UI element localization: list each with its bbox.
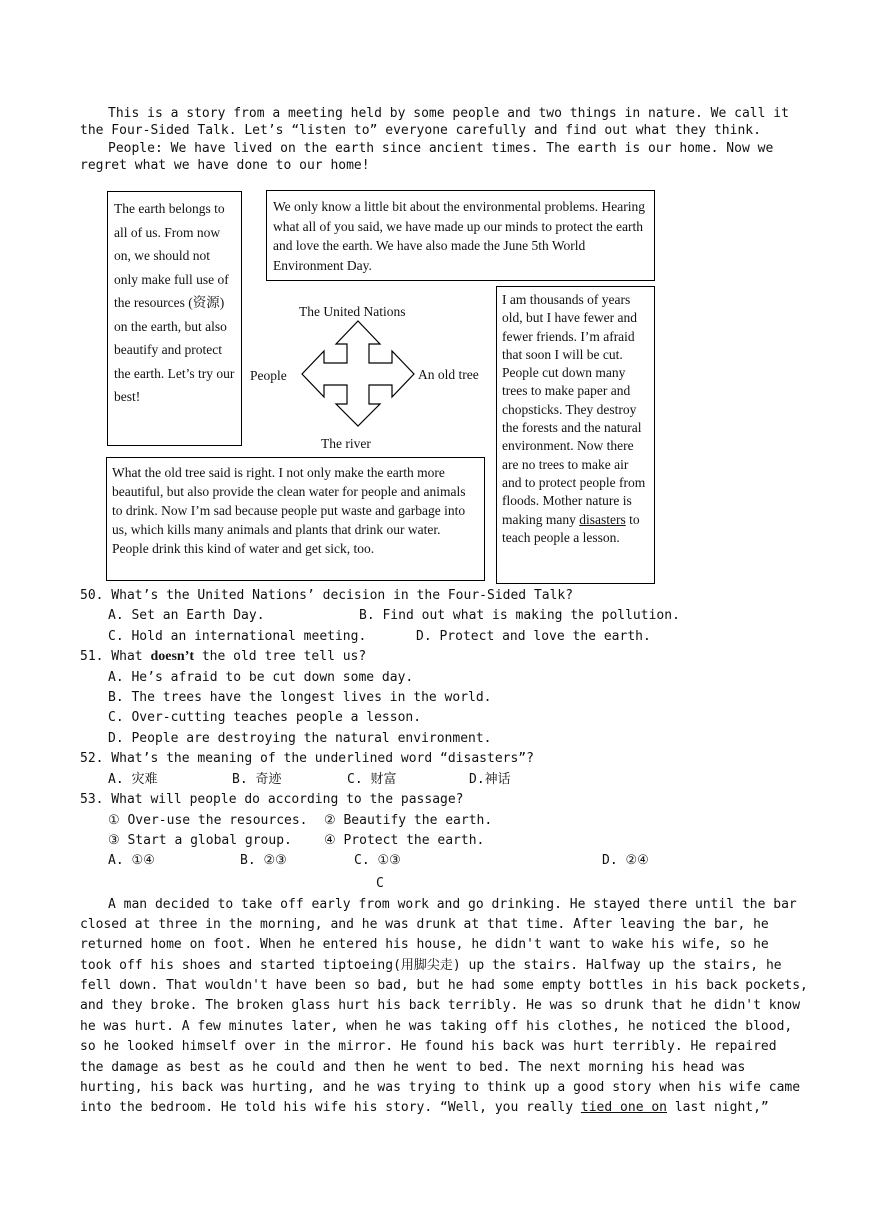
people-speech-box — [107, 191, 242, 446]
tree-speech-box — [496, 286, 655, 584]
story-line-7: he was hurt. A few minutes later, when he was taking off his clothes, he noticed the blood, — [80, 1019, 793, 1034]
intro-line-4: regret what we have done to our home! — [80, 158, 370, 173]
q53-statement-3: ③ Start a global group. — [108, 833, 292, 848]
story-line-6: and they broke. The broken glass hurt his back terribly. He was so drunk that he didn't know — [80, 998, 801, 1013]
story-line-11-pre: into the bedroom. He told his wife his story. “Well, you really — [80, 1100, 581, 1115]
story-line-1: A man decided to take off early from work and go drinking. He stayed there until the bar — [108, 897, 797, 912]
q51-option-d: D. People are destroying the natural environment. — [108, 731, 492, 746]
label-united-nations: The United Nations — [299, 304, 406, 319]
q50-option-b: B. Find out what is making the pollution. — [359, 608, 680, 623]
q51-text-post: the old tree tell us? — [194, 649, 367, 664]
question-51 — [80, 648, 366, 666]
section-c-heading: C — [376, 876, 384, 891]
q53-statement-2: ② Beautify the earth. — [324, 813, 493, 828]
q50-option-c: C. Hold an international meeting. — [108, 629, 367, 644]
intro-line-2: the Four-Sided Talk. Let’s “listen to” everyone carefully and find out what they think. — [80, 123, 761, 138]
tree-text-part-2: to teach people a lesson. — [502, 511, 640, 545]
label-the-river: The river — [321, 436, 371, 451]
story-line-8: so he looked himself over in the mirror. He found his back was hurt terribly. He repaired — [80, 1039, 777, 1054]
tree-speech-text — [502, 291, 649, 547]
un-speech-text: We only know a little bit about the environmental problems. Hearing what all of you said, we have made up our minds to protect the earth and love the earth. We have also made the June 5th World Environment Day. — [273, 199, 645, 273]
question-52: 52. What’s the meaning of the underlined word “disasters”? — [80, 751, 534, 766]
four-way-arrow-icon — [300, 320, 416, 428]
q52-option-d: D.神话 — [469, 772, 511, 787]
tree-text-part-1: I am thousands of years old, but I have fewer and fewer friends. I’m afraid that soon I will be cut. People cut down many trees to make paper and chopsticks. They destroy the forests and the natural environment. Now there are no trees to make air and to protect people from floods. Mother nature is making many — [502, 292, 646, 527]
q53-statement-4: ④ Protect the earth. — [324, 833, 485, 848]
story-line-11-post: last night,” — [667, 1100, 769, 1115]
q53-option-b: B. ②③ — [240, 853, 287, 868]
label-people: People — [250, 368, 287, 383]
q53-option-d: D. ②④ — [602, 853, 649, 868]
q51-bold-word: doesn’t — [150, 649, 195, 664]
story-line-4: took off his shoes and started tiptoeing(用脚尖走) up the stairs. Halfway up the stairs, he — [80, 958, 782, 973]
story-line-5: fell down. That wouldn't have been so bad, but he had some empty bottles in his back pockets, — [80, 978, 808, 993]
q51-option-a: A. He’s afraid to be cut down some day. — [108, 670, 414, 685]
q52-option-b: B. 奇迹 — [232, 772, 282, 787]
question-53: 53. What will people do according to the passage? — [80, 792, 464, 807]
q52-option-c: C. 财富 — [347, 772, 397, 787]
story-line-3: returned home on foot. When he entered his house, he didn't want to wake his wife, so he — [80, 937, 769, 952]
story-line-9: the damage as best as he could and then he went to bed. The next morning his head was — [80, 1060, 746, 1075]
q53-option-a: A. ①④ — [108, 853, 155, 868]
story-line-11 — [80, 1099, 769, 1117]
q52-option-a: A. 灾难 — [108, 772, 158, 787]
river-speech-text: What the old tree said is right. I not only make the earth more beautiful, but also provide the clean water for people and animals to drink. Now I’m sad because people put waste and garbage into us, which kills many animals and plants that drink our water. People drink this kind of water and get sick, too. — [112, 465, 466, 556]
intro-line-1: This is a story from a meeting held by some people and two things in nature. We call it — [108, 106, 789, 121]
question-50: 50. What’s the United Nations’ decision in the Four-Sided Talk? — [80, 588, 574, 603]
q50-option-a: A. Set an Earth Day. — [108, 608, 265, 623]
label-old-tree: An old tree — [418, 367, 479, 382]
q51-option-b: B. The trees have the longest lives in the world. — [108, 690, 492, 705]
q53-statement-1: ① Over-use the resources. — [108, 813, 308, 828]
story-line-10: hurting, his back was hurting, and he was trying to think up a good story when his wife came — [80, 1080, 801, 1095]
q50-option-d: D. Protect and love the earth. — [416, 629, 651, 644]
intro-line-3: People: We have lived on the earth since ancient times. The earth is our home. Now we — [108, 141, 774, 156]
q51-text-pre: 51. What — [80, 649, 151, 664]
q51-option-c: C. Over-cutting teaches people a lesson. — [108, 710, 422, 725]
people-speech-text: The earth belongs to all of us. From now on, we should not only make full use of the resources (资源) on the earth, but also beautify and protect the earth. Let’s try our best! — [114, 201, 235, 404]
underlined-word-disasters: disasters — [579, 511, 626, 527]
underlined-phrase-tied-one-on: tied one on — [580, 1100, 667, 1115]
story-line-2: closed at three in the morning, and he was drunk at that time. After leaving the bar, he — [80, 917, 769, 932]
q53-option-c: C. ①③ — [354, 853, 401, 868]
river-speech-box — [106, 457, 485, 581]
un-speech-box — [266, 190, 655, 281]
